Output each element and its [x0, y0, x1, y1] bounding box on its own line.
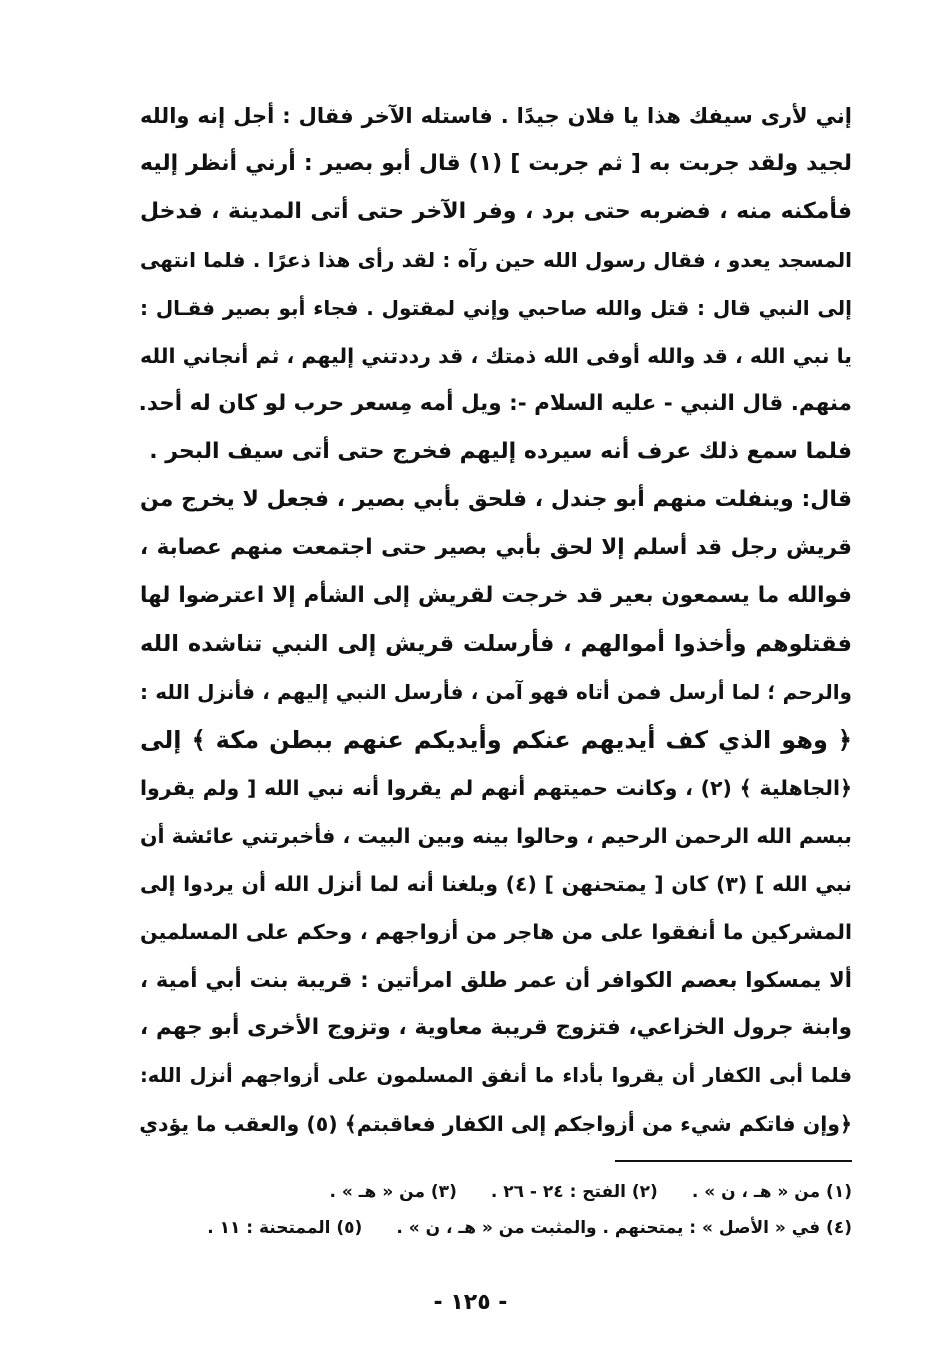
footnote-2: (٢) الفتح : ٢٤ - ٢٦ .: [490, 1182, 658, 1202]
text-line: فأمكنه منه ، فضربه حتى برد ، وفر الآخر حتى أتى المدينة ، فدخل: [140, 199, 852, 224]
text-line: قال: وينفلت منهم أبو جندل ، فلحق بأبي بصير ، فجعل لا يخرج من: [140, 487, 852, 512]
text-line: لجيد ولقد جربت به [ ثم جربت ] (١) قال أبو بصير : أرني أنظر إليه: [140, 151, 852, 176]
text-line: ببسم الله الرحمن الرحيم ، وحالوا بينه وبين البيت ، فأخبرتني عائشة أن: [140, 824, 852, 848]
text-line: إلى النبي قال : قتل والله صاحبي وإني لمقتول . فجاء أبو بصير فقـال :: [140, 296, 852, 320]
text-line: المسجد يعدو ، فقال رسول الله حين رآه : لقد رأى هذا ذعرًا . فلما انتهى: [140, 248, 852, 272]
text-line: ألا يمسكوا بعصم الكوافر أن عمر طلق امرأتين : قريبة بنت أبي أمية ،: [140, 968, 852, 992]
main-text: [140, 92, 852, 1148]
footnote-4: (٤) في « الأصل » : يمتحنهم . والمثبت من « هـ ، ن » .: [396, 1218, 852, 1238]
text-line: وابنة جرول الخزاعي، فتزوج قريبة معاوية ، وتزوج الأخرى أبو جهم ،: [140, 1015, 852, 1040]
footnote-3: (٣) من « هـ » .: [329, 1182, 457, 1202]
text-line: فقتلوهم وأخذوا أموالهم ، فأرسلت قريش إلى النبي تناشده الله: [140, 631, 852, 657]
footnote-divider: [615, 1160, 852, 1162]
text-line: فلما سمع ذلك عرف أنه سيرده إليهم فخرج حتى أتى سيف البحر .: [149, 439, 852, 464]
footnotes: [140, 1174, 852, 1246]
text-line: قريش رجل قد أسلم إلا لحق بأبي بصير حتى اجتمعت منهم عصابة ،: [140, 535, 852, 560]
text-line: ﴿الجاهلية ﴾ (٢) ، وكانت حميتهم أنهم لم يقروا أنه نبي الله [ ولم يقروا: [140, 776, 852, 800]
text-line: والرحم ؛ لما أرسل فمن أتاه فهو آمن ، فأرسل النبي إليهم ، فأنزل الله :: [140, 680, 852, 704]
footnote-5: (٥) الممتحنة : ١١ .: [207, 1218, 363, 1238]
text-line: فلما أبى الكفار أن يقروا بأداء ما أنفق المسلمون على أزواجهم أنزل الله:: [140, 1064, 852, 1087]
text-line: فوالله ما يسمعون بعير قد خرجت لقريش إلى الشأم إلا اعترضوا لها: [140, 583, 852, 608]
footnote-1: (١) من « هـ ، ن » .: [691, 1182, 852, 1202]
text-line: ﴿ وهو الذي كف أيديهم عنكم وأيديكم عنهم ببطن مكة ﴾ إلى: [140, 726, 852, 754]
text-line: إني لأرى سيفك هذا يا فلان جيدًا . فاستله الآخر فقال : أجل إنه والله: [140, 104, 852, 128]
footnote-line: [140, 1174, 852, 1210]
text-line: ﴿وإن فاتكم شيء من أزواجكم إلى الكفار فعاقبتم﴾ (٥) والعقب ما يؤدي: [139, 1112, 852, 1136]
text-line: نبي الله ] (٣) كان [ يمتحنهن ] (٤) وبلغنا أنه لما أنزل الله أن يردوا إلى: [140, 872, 853, 896]
text-line: المشركين ما أنفقوا على من هاجر من أزواجهم ، وحكم على المسلمين: [140, 920, 852, 944]
page-number: - ١٢٥ -: [433, 1290, 508, 1315]
text-line: يا نبي الله ، قد والله أوفى الله ذمتك ، قد رددتني إليهم ، ثم أنجاني الله: [140, 344, 852, 368]
footnote-line: [140, 1210, 852, 1246]
text-line: منهم. قال النبي - عليه السلام -: ويل أمه مِسعر حرب لو كان له أحد.: [138, 391, 852, 416]
